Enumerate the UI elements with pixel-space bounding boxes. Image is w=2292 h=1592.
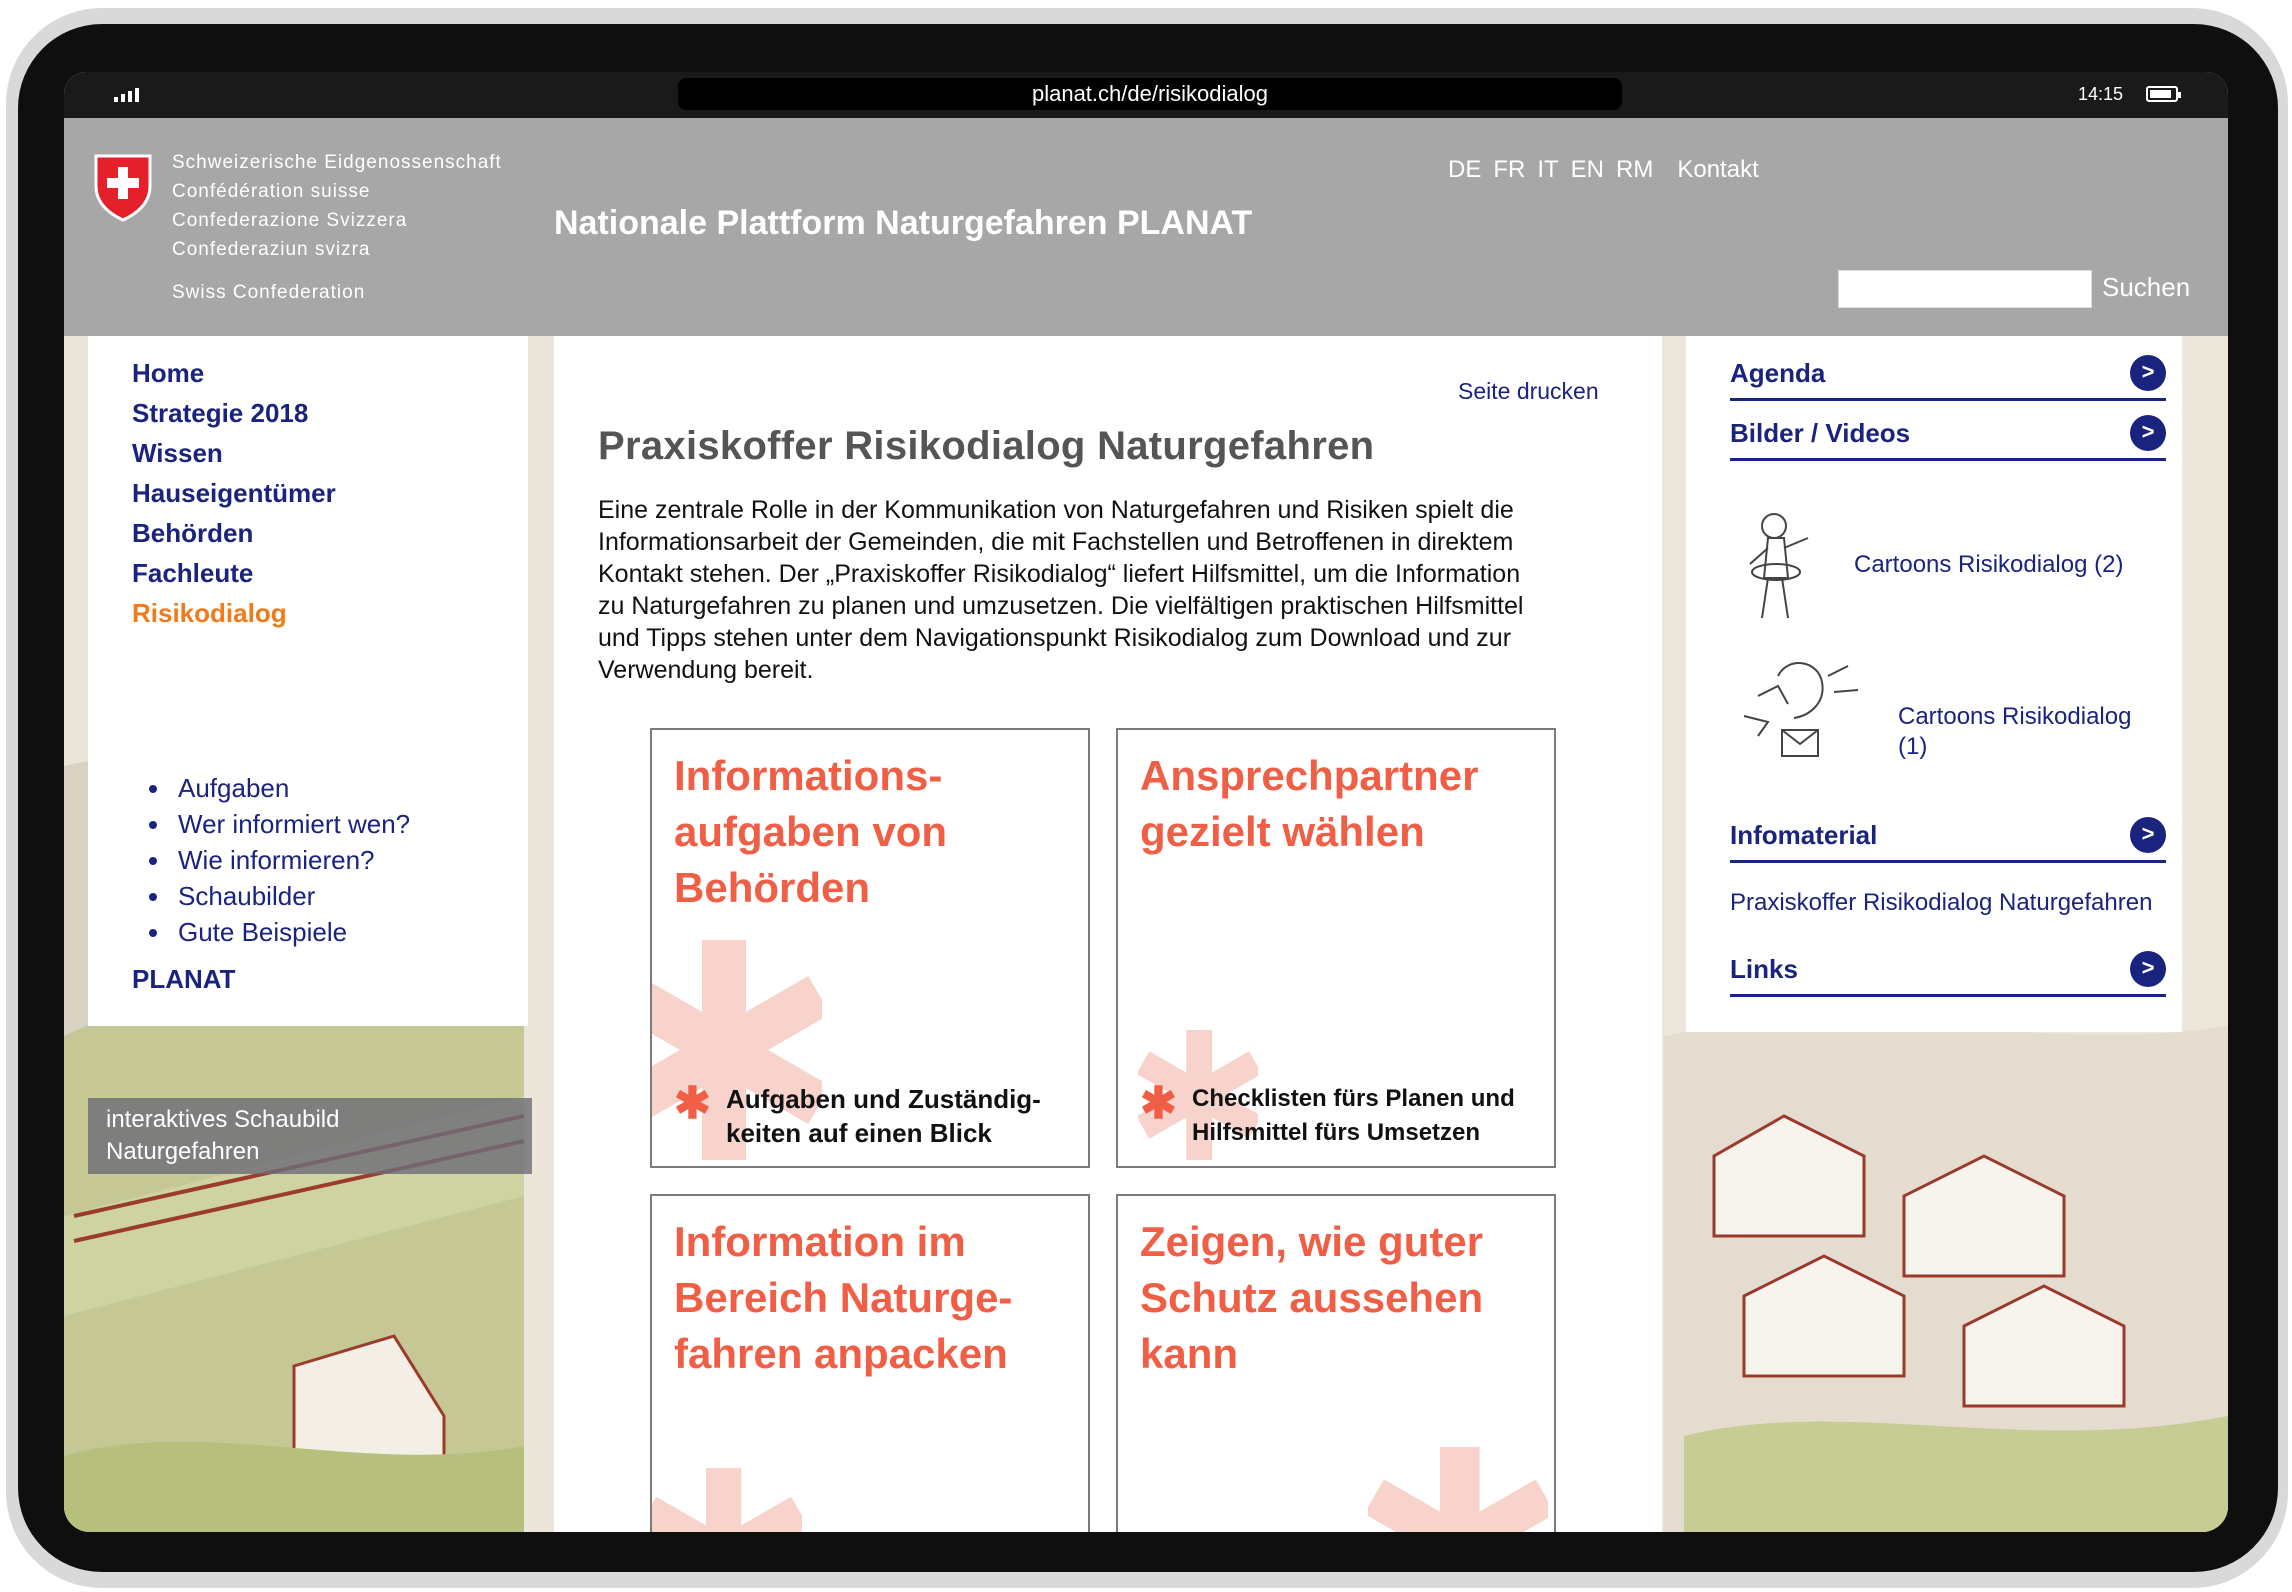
arrow-right-icon[interactable]: > (2130, 415, 2166, 451)
schaubild-line-2: Naturgefahren (106, 1138, 260, 1165)
tile-title-line: Ansprechpartner (1140, 752, 1479, 799)
tile-footer (1192, 1082, 1515, 1150)
subnav-gute-beispiele[interactable]: Gute Beispiele (132, 914, 410, 950)
subnav-list (132, 770, 410, 950)
tile-information-naturgefahren[interactable] (650, 1194, 1090, 1532)
left-navigation (88, 336, 528, 1026)
address-bar[interactable]: planat.ch/de/risikodialog (678, 78, 1622, 110)
nav-home[interactable]: Home (132, 358, 205, 388)
search-button[interactable]: Suchen (2102, 272, 2191, 302)
tile-title (1140, 1214, 1483, 1382)
swiss-crest-icon (92, 152, 154, 222)
tablet-screen (64, 72, 2228, 1532)
confed-line-en: Swiss Confederation (172, 282, 366, 303)
confed-line-rm: Confederaziun svizra (172, 239, 371, 260)
language-switcher (1448, 156, 1771, 184)
status-bar (64, 72, 2228, 118)
clock: 14:15 (2078, 84, 2124, 104)
tile-guter-schutz[interactable] (1116, 1194, 1556, 1532)
infomaterial-header[interactable] (1730, 812, 2166, 863)
subnav-aufgaben[interactable]: Aufgaben (132, 770, 410, 806)
tile-ansprechpartner[interactable] (1116, 728, 1556, 1168)
contact-link[interactable]: Kontakt (1677, 156, 1759, 183)
tile-title-line: Informations- (674, 752, 943, 799)
arrow-right-icon[interactable]: > (2130, 951, 2166, 987)
agenda-label: Agenda (1730, 358, 1826, 388)
tile-footer-line: keiten auf einen Blick (726, 1118, 992, 1148)
tile-title-line: Information im (674, 1218, 966, 1265)
lang-fr[interactable]: FR (1493, 156, 1526, 183)
confed-line-de: Schweizerische Eidgenossenschaft (172, 152, 502, 173)
lang-en[interactable]: EN (1570, 156, 1605, 183)
intro-text (598, 494, 1598, 686)
page-title: Praxiskoffer Risikodialog Naturgefahren (598, 424, 1375, 468)
asterisk-decoration-icon (650, 1466, 802, 1532)
lang-rm[interactable]: RM (1616, 156, 1654, 183)
links-label: Links (1730, 954, 1798, 984)
arrow-right-icon[interactable]: > (2130, 355, 2166, 391)
tile-informationsaufgaben[interactable] (650, 728, 1090, 1168)
confederation-text (172, 148, 502, 307)
asterisk-decoration-icon (1368, 1446, 1548, 1532)
site-title[interactable]: Nationale Plattform Naturgefahren PLANAT (554, 204, 1253, 242)
tile-footer-line: Aufgaben und Zuständig- (726, 1084, 1041, 1114)
asterisk-icon: ✱ (674, 1079, 711, 1128)
lang-it[interactable]: IT (1537, 156, 1559, 183)
signal-icon (114, 88, 139, 102)
nav-hauseigentuemer[interactable]: Hauseigentümer (132, 478, 336, 508)
right-sidebar (1686, 336, 2182, 1032)
nav-fachleute[interactable]: Fachleute (132, 558, 254, 588)
bilder-videos-label: Bilder / Videos (1730, 418, 1911, 448)
bilder-videos-header[interactable] (1730, 410, 2166, 461)
print-page-link[interactable]: Seite drucken (1458, 378, 1599, 404)
nav-planat[interactable]: PLANAT (132, 964, 236, 994)
intro-line: Informationsarbeit der Gemeinden, die mit Fachstellen und Betroffenen in direktem (598, 528, 1514, 556)
cartoons-2-link[interactable]: Cartoons Risikodialog (2) (1854, 551, 2124, 578)
tile-title-line: Behörden (674, 864, 871, 911)
tile-title-line: Zeigen, wie guter (1140, 1218, 1484, 1265)
subnav-schaubilder[interactable]: Schaubilder (132, 878, 410, 914)
tile-footer-line: Hilfsmittel fürs Umsetzen (1192, 1119, 1481, 1146)
tile-footer (726, 1082, 1041, 1150)
tile-footer-line: Checklisten fürs Planen und (1192, 1085, 1515, 1112)
cartoon-bird-icon (1738, 656, 1864, 776)
tile-title-line: gezielt wählen (1140, 808, 1425, 855)
intro-line: Verwendung bereit. (598, 656, 814, 684)
tile-title (1140, 748, 1478, 860)
intro-line: zu Naturgefahren zu planen und umzusetzen. Die vielfältigen praktischen Hilfsmittel (598, 592, 1524, 620)
infomaterial-label: Infomaterial (1730, 820, 1878, 850)
tile-title (674, 748, 947, 916)
subnav-wer-informiert[interactable]: Wer informiert wen? (132, 806, 410, 842)
tile-title-line: Bereich Naturge- (674, 1274, 1013, 1321)
intro-line: Kontakt stehen. Der „Praxiskoffer Risikodialog“ liefert Hilfsmittel, um die Information (598, 560, 1521, 588)
main-content (554, 336, 1662, 1532)
agenda-header[interactable] (1730, 350, 2166, 401)
tile-title-line: kann (1140, 1330, 1239, 1377)
praxiskoffer-link[interactable]: Praxiskoffer Risikodialog Naturgefahren (1730, 889, 2153, 916)
links-header[interactable] (1730, 946, 2166, 997)
tile-title-line: fahren anpacken (674, 1330, 1008, 1377)
intro-line: und Tipps stehen unter dem Navigationspunkt Risikodialog zum Download und zur (598, 624, 1512, 652)
nav-wissen[interactable]: Wissen (132, 438, 223, 468)
intro-line: Eine zentrale Rolle in der Kommunikation von Naturgefahren und Risiken spielt die (598, 496, 1514, 524)
schaubild-line-1: interaktives Schaubild (106, 1106, 340, 1133)
cartoons-1-link[interactable] (1898, 702, 2131, 762)
nav-behoerden[interactable]: Behörden (132, 518, 254, 548)
tile-title (674, 1214, 1012, 1382)
interactive-schaubild-link[interactable] (88, 1098, 532, 1174)
cartoon-figure-icon (1738, 508, 1824, 628)
arrow-right-icon[interactable]: > (2130, 817, 2166, 853)
asterisk-icon: ✱ (1140, 1079, 1177, 1128)
site-header (64, 118, 2228, 336)
nav-strategie[interactable]: Strategie 2018 (132, 398, 309, 428)
tile-title-line: Schutz aussehen (1140, 1274, 1484, 1321)
subnav-wie-informieren[interactable]: Wie informieren? (132, 842, 410, 878)
search-input[interactable] (1838, 270, 2092, 308)
nav-risikodialog[interactable]: Risikodialog (132, 598, 287, 628)
battery-icon (2146, 86, 2178, 102)
cartoons-1-line: Cartoons Risikodialog (1898, 703, 2132, 730)
tile-title-line: aufgaben von (674, 808, 948, 855)
cartoons-1-line: (1) (1898, 733, 1928, 760)
confed-line-fr: Confédération suisse (172, 181, 371, 202)
lang-de[interactable]: DE (1448, 156, 1482, 183)
confed-line-it: Confederazione Svizzera (172, 210, 408, 231)
